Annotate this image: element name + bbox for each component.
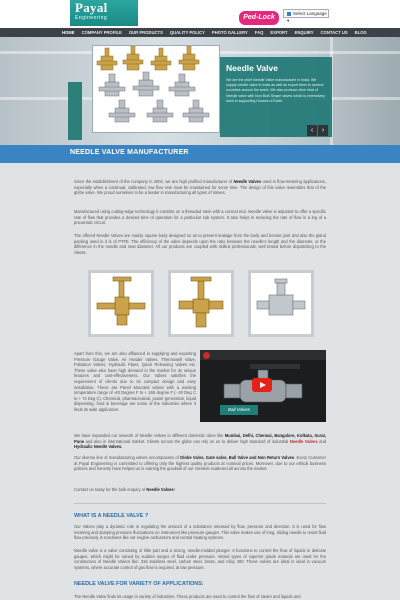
nav-our-products[interactable]: OUR PRODUCTS bbox=[128, 30, 163, 35]
language-select-label: Select Language bbox=[293, 11, 327, 16]
nav-contact-us[interactable]: CONTACT US bbox=[320, 30, 348, 35]
google-translate-icon bbox=[287, 12, 291, 16]
text-emphasis: Globe Valve, Gate valve, Ball Valve and Non Return Valves bbox=[180, 455, 295, 460]
text-emphasis: Hydraulic Needle Valves. bbox=[74, 444, 123, 450]
needle-valves-image bbox=[93, 46, 219, 132]
chevron-left-icon[interactable]: ‹ bbox=[307, 125, 317, 136]
product-thumbnail[interactable] bbox=[248, 270, 314, 337]
main-content bbox=[0, 163, 400, 600]
hero-title: Needle Valve bbox=[226, 63, 278, 73]
logo-name: Payal bbox=[75, 0, 108, 15]
text: and also in international market. Clients across the globe can rely on us to deliver high standard of industrial bbox=[84, 438, 290, 444]
text-emphasis: Mumbai, Delhi, Chennai, Bangalore, Kolkata, Surat, Pune bbox=[74, 433, 327, 444]
paragraph-manufacturing: Manufactured using cutting-edge technology it consists on a threaded stem with a conical end. Needle Valve is adjusted to offer a specific rate of flow that provides a desired time of operation for a particular sub system. It also helps in reducing the rate of flow in a leg of a pneumatic circuit. bbox=[74, 209, 326, 226]
hero-text: We are the chief Needle Valve manufacturer in India. We supply needle valve in India as well as export them to several countries around the world. We also produce other kind of Needle valve with Non Bulk Shape valves which is extensively used in supporting Houses of Earth. bbox=[226, 78, 325, 103]
section-heading-what-is: WHAT IS A NEEDLE VALVE ? bbox=[74, 513, 149, 519]
text: . Every Customer at Payal Engineering is committed to offering only the highest quality products at nominal prices. Moreover, due to our ethical business policies and honesty have helped us in earning the goodwill of our clientele scattered all across the market. bbox=[74, 455, 327, 472]
paragraph-network bbox=[74, 433, 326, 450]
nav-enquiry[interactable]: ENQUIRY bbox=[294, 30, 314, 35]
hero-side-panel bbox=[68, 82, 82, 140]
paragraph-contact bbox=[74, 487, 326, 493]
video-embed[interactable] bbox=[200, 350, 326, 422]
product-thumbnail[interactable] bbox=[168, 270, 234, 337]
text: used in flow-metering applications, especially when a continual, calibrated, low flow rate must be maintained for some time. The design of this valve resembles that of the globe valve. We proud ourselves to be a leader in manufacturing all types of Valves. bbox=[74, 179, 326, 196]
video-caption: Ball Valves bbox=[220, 405, 258, 415]
logo-tagline: Engineering bbox=[75, 15, 108, 21]
paragraph-product-line bbox=[74, 455, 326, 472]
page-title: NEEDLE VALVE MANUFACTURER bbox=[70, 149, 189, 156]
product-thumbnail[interactable] bbox=[88, 270, 154, 337]
partner-logo[interactable]: Ped-Lock bbox=[239, 11, 279, 25]
chevron-right-icon[interactable]: › bbox=[318, 125, 328, 136]
text: Our diverse line of manufacturing valves encompasses of bbox=[74, 455, 181, 460]
needle-valve-image bbox=[171, 273, 231, 334]
paragraph-products: Apart from this, we are also affianced in supplying and exporting Pressure Gauge Valve, Air Header Valves, Thermowell Valve, Pulsation Valves, Hydraulic Pipes, Quick Releasing Valves etc. These valve also have high demand in the market for its unique features and cost-effectiveness. Our Valves satisfies the requirement of clients due to its compact design and easy installation. These are Panel Mounted valves with a working temperature range of -40 Degree F to + 165 degree F (- 40 Deg C to + 74 Deg C). Chemical, pharmaceutical, power generation, liquid dispensing, food & beverage are some of the industries where it finds its wide application. bbox=[74, 351, 196, 412]
hero-slider bbox=[0, 37, 400, 145]
section-divider bbox=[74, 503, 326, 504]
nav-export[interactable]: EXPORT bbox=[270, 30, 288, 35]
text: ! bbox=[173, 487, 175, 492]
company-logo[interactable] bbox=[70, 0, 138, 26]
hero-product-image bbox=[92, 45, 220, 133]
nav-blog[interactable]: BLOG bbox=[354, 30, 367, 35]
paragraph-applications: The Needle Valve finds its usage in variety of industries. These products are used to control the flow of steam and liquids and bbox=[74, 594, 301, 599]
text: We have expanded our network of Needle Valves in different domestic cities like bbox=[74, 433, 225, 438]
site-header bbox=[0, 0, 400, 28]
text: Contact us today for the bulk enquiry of bbox=[74, 487, 147, 492]
paragraph-design: The offered Needle Valves are mainly square body designed so as to prevent leakage from the body and bonnet joint and also the gland packing used in it is of PTFE. The efficiency of the valve depends upon the ratio between the needle's length and the diameter, or the difference in the needle and seat diameter. All our products are coupled with skilled professionals, well tested before dispatching to the clients. bbox=[74, 233, 326, 255]
nav-faq[interactable]: FAQ bbox=[254, 30, 264, 35]
needle-valve-image bbox=[251, 273, 311, 334]
paragraph-what-is: Our Valves play a dynamic role in regulating the amount of a substance released by flow, pressure and direction. It is used for flow metering and damping pressure fluctuations on instrument like pressure gauges. This valve makes use of long, sliding needle to resist fluid flow precisely in machines like car engine carburetors and central heating systems. bbox=[74, 524, 326, 541]
page-title-bar bbox=[0, 145, 400, 163]
intro-paragraph bbox=[74, 179, 326, 196]
text: Since the establishment of the company in 2002, we are high profiled manufacturer of bbox=[74, 179, 234, 184]
play-icon[interactable] bbox=[252, 378, 272, 392]
main-nav bbox=[0, 28, 400, 37]
text: and bbox=[317, 438, 326, 444]
needle-valves-link[interactable]: Needle Valves bbox=[289, 438, 318, 444]
nav-photo-gallery[interactable]: PHOTO GALLERY bbox=[211, 30, 248, 35]
section-heading-applications: NEEDLE VALVE FOR VARIETY OF APPLICATIONS: bbox=[74, 581, 204, 587]
nav-company-profile[interactable]: COMPANY PROFILE bbox=[81, 30, 122, 35]
needle-valve-image bbox=[91, 273, 151, 334]
product-thumbnails bbox=[88, 270, 314, 337]
language-select[interactable]: Select Language ▾ bbox=[283, 9, 329, 18]
text-emphasis: Needle Valves bbox=[146, 487, 174, 492]
text-emphasis: Needle Valves bbox=[233, 179, 262, 184]
nav-quality-policy[interactable]: QUALITY POLICY bbox=[169, 30, 205, 35]
paragraph-needle-valve: Needle valve is a valve consisting of little part and a strong, needle-molded plunger. It functions to control the flow of liquids in delicate gauges, which might be ruined by sudden surges of fluid under pressure. Varied types of superior grade material are used for the construction of Needle Valves like: 316 stainless steel, carbon steel, brass, and Alloy 400. These valves are ideal in ideal in vacuum systems, where accurate control of gas flow is required, at low pressure. bbox=[74, 548, 326, 570]
nav-home[interactable]: HOME bbox=[62, 30, 75, 35]
